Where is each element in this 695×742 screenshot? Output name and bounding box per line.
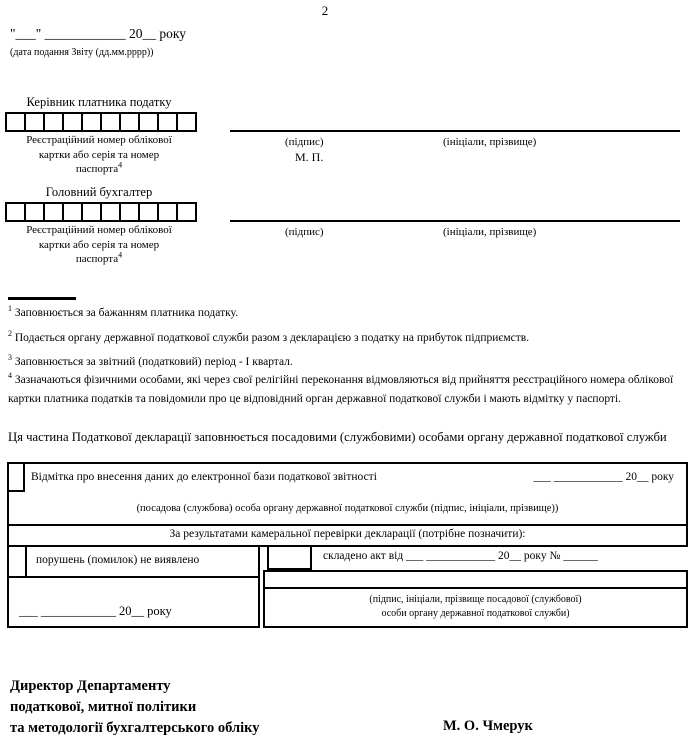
official-signature-line bbox=[265, 572, 686, 589]
taxpayer-id-caption: Реєстраційний номер облікової картки або серія та номер паспорта$^4$ bbox=[26, 134, 172, 175]
seal-mark: М. П. bbox=[295, 150, 324, 164]
id-cell bbox=[83, 114, 102, 130]
taxpayer-id-cells bbox=[5, 112, 197, 132]
id-cell bbox=[7, 204, 26, 220]
official-person-caption: (посадова (службова) особа органу державної податкової служби (підпис, ініціали, прізвище)) bbox=[136, 503, 559, 514]
name-caption: (ініціали, прізвище) bbox=[443, 136, 537, 148]
signoff-title: Директор Департаменту податкової, митної політики та методології бухгалтерського обліку bbox=[10, 678, 260, 736]
id-cell bbox=[102, 114, 121, 130]
id-cell bbox=[45, 114, 64, 130]
signoff-name: М. О. Чмерук bbox=[443, 718, 533, 734]
name-caption: (ініціали, прізвище) bbox=[443, 226, 537, 238]
report-date-caption: (дата подання Звіту (дд.мм.рррр)) bbox=[10, 47, 154, 58]
id-cell bbox=[45, 204, 64, 220]
id-cell bbox=[178, 204, 195, 220]
signer-block-head bbox=[0, 95, 695, 185]
footnote-2: $^2$ Подається органу державної податкової служби разом з декларацією з податку на прибуток підприємств. bbox=[8, 329, 530, 344]
desk-audit-header: За результатами камеральної перевірки декларації (потрібне позначити): bbox=[7, 524, 688, 547]
electronic-entry-checkbox bbox=[9, 464, 25, 492]
id-cell bbox=[26, 114, 45, 130]
report-date-blank: "___" ____________ 20__ року bbox=[10, 26, 187, 41]
signer-block-accountant bbox=[0, 185, 695, 275]
taxpayer-id-caption: Реєстраційний номер облікової картки або серія та номер паспорта$^4$ bbox=[26, 224, 172, 265]
official-section-intro: Ця частина Податкової декларації заповнюється посадовими (службовими) особами органу державної податкової служби bbox=[8, 430, 667, 444]
audit-date-cell bbox=[7, 576, 260, 628]
electronic-entry-row bbox=[7, 462, 688, 526]
signature-line bbox=[230, 220, 680, 222]
id-cell bbox=[140, 114, 159, 130]
id-cell bbox=[7, 114, 26, 130]
signer-title: Головний бухгалтер bbox=[45, 185, 153, 199]
id-cell bbox=[64, 204, 83, 220]
signature-caption: (підпис) bbox=[285, 226, 324, 238]
footnote-3: $^3$ Заповнюється за звітний (податковий) період - І квартал. bbox=[8, 353, 293, 368]
id-cell bbox=[121, 114, 140, 130]
footnote-divider bbox=[8, 297, 76, 300]
id-cell bbox=[121, 204, 140, 220]
no-violations-cell bbox=[7, 545, 260, 578]
act-drawn-checkbox bbox=[267, 545, 312, 570]
id-cell bbox=[83, 204, 102, 220]
taxpayer-id-cells bbox=[5, 202, 197, 222]
no-violations-label: порушень (помилок) не виявлено bbox=[36, 554, 200, 566]
electronic-entry-label: Відмітка про внесення даних до електронної бази податкової звітності bbox=[31, 471, 377, 483]
official-signature-cell bbox=[263, 570, 688, 628]
signature-caption: (підпис) bbox=[285, 136, 324, 148]
id-cell bbox=[159, 114, 178, 130]
signature-line bbox=[230, 130, 680, 132]
act-drawn-label: складено акт від ___ ____________ 20__ року № ______ bbox=[323, 550, 598, 562]
electronic-entry-date-blank: ___ ____________ 20__ року bbox=[533, 471, 674, 483]
no-violations-checkbox bbox=[9, 547, 27, 576]
id-cell bbox=[102, 204, 121, 220]
official-table bbox=[7, 462, 688, 628]
id-cell bbox=[140, 204, 159, 220]
footnote-4: $^4$ Зазначаються фізичними особами, які через свої релігійні переконання відмовляються від прийняття реєстраційного номера облікової картки платника податків та повідомили про це відповідний орган державної податкової служби і мають відмітку у паспорті. bbox=[8, 371, 674, 405]
official-signature-caption: (підпис, ініціали, прізвище посадової (службової) особи органу державної податкової служби) bbox=[369, 594, 582, 619]
signer-title: Керівник платника податку bbox=[26, 95, 172, 109]
id-cell bbox=[178, 114, 195, 130]
id-cell bbox=[159, 204, 178, 220]
footnote-1: $^1$ Заповнюється за бажанням платника податку. bbox=[8, 304, 239, 319]
id-cell bbox=[26, 204, 45, 220]
page-number: 2 bbox=[321, 3, 329, 18]
audit-date-blank: ___ ____________ 20__ року bbox=[19, 604, 172, 618]
id-cell bbox=[64, 114, 83, 130]
